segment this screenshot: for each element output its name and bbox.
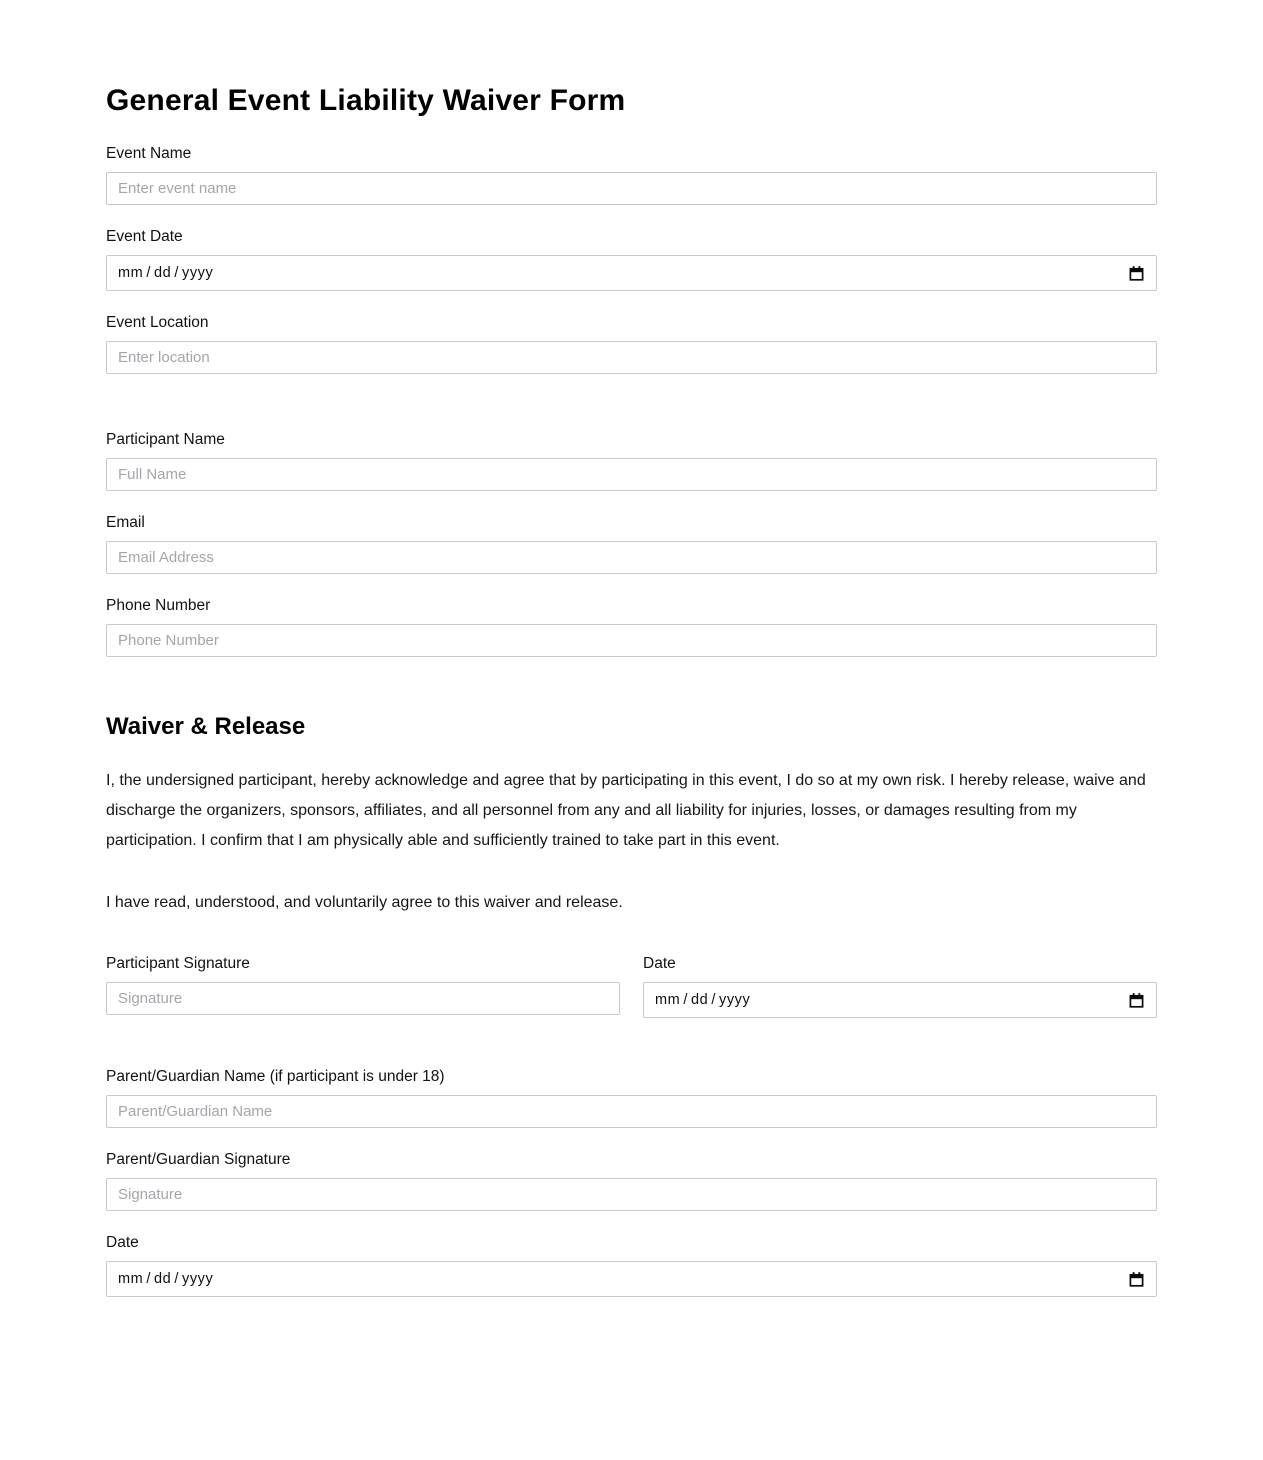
date-format-text — [655, 992, 750, 1008]
event-name-input[interactable] — [106, 172, 1157, 205]
date-month-segment[interactable]: mm — [118, 1271, 144, 1287]
waiver-form-page — [106, 0, 1157, 1460]
date-format-text — [118, 265, 213, 281]
event-details-section — [106, 145, 1157, 374]
guardian-date-group — [106, 1234, 1157, 1297]
event-name-group — [106, 145, 1157, 205]
date-separator: / — [174, 265, 179, 281]
waiver-section — [106, 713, 1157, 915]
calendar-icon[interactable] — [1128, 265, 1145, 282]
waiver-acknowledgement-text: I have read, understood, and voluntarily agree to this waiver and release. — [106, 894, 623, 911]
signature-date-group — [643, 955, 1157, 1018]
event-date-input[interactable] — [106, 255, 1157, 291]
email-label: Email — [106, 514, 145, 531]
calendar-icon[interactable] — [1128, 1271, 1145, 1288]
date-separator: / — [711, 992, 716, 1008]
date-month-segment[interactable]: mm — [118, 265, 144, 281]
phone-input[interactable] — [106, 624, 1157, 657]
event-date-group — [106, 228, 1157, 291]
date-separator: / — [146, 265, 151, 281]
participant-details-section — [106, 431, 1157, 657]
event-date-label: Event Date — [106, 228, 183, 245]
page-title: General Event Liability Waiver Form — [106, 84, 626, 117]
event-location-group — [106, 314, 1157, 374]
guardian-signature-label: Parent/Guardian Signature — [106, 1151, 291, 1168]
event-location-label: Event Location — [106, 314, 209, 331]
date-separator: / — [683, 992, 688, 1008]
guardian-signature-group — [106, 1151, 1157, 1211]
date-month-segment[interactable]: mm — [655, 992, 681, 1008]
date-year-segment[interactable]: yyyy — [181, 1271, 214, 1287]
date-separator: / — [174, 1271, 179, 1287]
guardian-name-group — [106, 1068, 1157, 1128]
guardian-date-input[interactable] — [106, 1261, 1157, 1297]
phone-group — [106, 597, 1157, 657]
participant-signature-group — [106, 955, 620, 1018]
date-year-segment[interactable]: yyyy — [718, 992, 751, 1008]
participant-name-group — [106, 431, 1157, 491]
date-year-segment[interactable]: yyyy — [181, 265, 214, 281]
participant-signature-label: Participant Signature — [106, 955, 250, 972]
signature-date-label: Date — [643, 955, 676, 972]
email-input[interactable] — [106, 541, 1157, 574]
participant-signature-input[interactable] — [106, 982, 620, 1015]
phone-label: Phone Number — [106, 597, 211, 614]
event-location-input[interactable] — [106, 341, 1157, 374]
guardian-date-label: Date — [106, 1234, 139, 1251]
date-day-segment[interactable]: dd — [154, 265, 172, 281]
date-day-segment[interactable]: dd — [154, 1271, 172, 1287]
email-group — [106, 514, 1157, 574]
event-name-label: Event Name — [106, 145, 192, 162]
date-format-text — [118, 1271, 213, 1287]
waiver-heading: Waiver & Release — [106, 713, 306, 740]
date-separator: / — [146, 1271, 151, 1287]
waiver-body-text: I, the undersigned participant, hereby acknowledge and agree that by participating in this event, I do so at my own risk. I hereby release, waive and discharge the organizers, sponsors, affiliates, and all personnel from any and all liability for injuries, losses, or damages resulting from my participation. I confirm that I am physically able and sufficiently trained to take part in this event. — [106, 772, 1146, 849]
guardian-name-input[interactable] — [106, 1095, 1157, 1128]
signature-date-input[interactable] — [643, 982, 1157, 1018]
calendar-icon[interactable] — [1128, 992, 1145, 1009]
guardian-name-label: Parent/Guardian Name (if participant is under 18) — [106, 1068, 445, 1085]
signature-row — [106, 955, 1157, 1018]
guardian-section — [106, 1068, 1157, 1297]
date-day-segment[interactable]: dd — [691, 992, 709, 1008]
participant-name-label: Participant Name — [106, 431, 225, 448]
guardian-signature-input[interactable] — [106, 1178, 1157, 1211]
participant-name-input[interactable] — [106, 458, 1157, 491]
